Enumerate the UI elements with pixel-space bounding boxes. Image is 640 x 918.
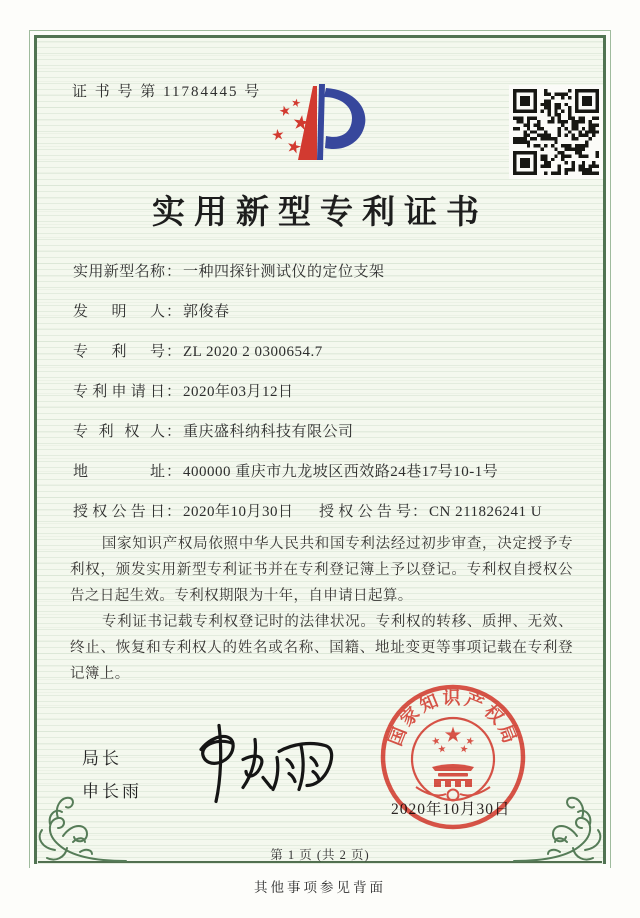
document-title: 实用新型专利证书 bbox=[152, 195, 488, 231]
director-signature-icon bbox=[183, 720, 343, 808]
director-block bbox=[82, 742, 142, 808]
field-label: 授权公告日 bbox=[73, 504, 165, 520]
field-row-patent-number bbox=[73, 340, 590, 380]
field-colon: ： bbox=[166, 504, 182, 520]
page-number: 第 1 页 (共 2 页) bbox=[270, 848, 370, 862]
field-label: 授权公告号 bbox=[319, 504, 411, 520]
field-label: 发 明 人 bbox=[73, 304, 165, 320]
field-label: 实用新型名称 bbox=[73, 264, 165, 280]
field-label: 专利申请日 bbox=[73, 384, 165, 400]
field-value: 一种四探针测试仪的定位支架 bbox=[183, 264, 385, 280]
field-row-address bbox=[73, 460, 590, 500]
director-name: 申长雨 bbox=[82, 782, 142, 801]
field-value: 400000 重庆市九龙坡区西效路24巷17号10-1号 bbox=[183, 464, 499, 480]
field-row-application-date bbox=[73, 380, 590, 420]
back-side-note: 其他事项参见背面 bbox=[254, 880, 386, 895]
field-row-utility-model-name bbox=[73, 260, 590, 300]
seal-text: 国家知识产权局 bbox=[385, 687, 521, 749]
cnipa-round-seal-icon bbox=[368, 675, 538, 845]
certificate-fields bbox=[73, 260, 590, 540]
director-title: 局长 bbox=[82, 749, 122, 768]
field-row-patentee bbox=[73, 420, 590, 460]
field-value: 2020年10月30日 bbox=[183, 504, 294, 520]
field-colon: ： bbox=[166, 304, 182, 320]
seal-date: 2020年10月30日 bbox=[391, 801, 511, 818]
qr-code bbox=[509, 85, 603, 179]
legal-paragraph-1: 国家知识产权局依照中华人民共和国专利法经过初步审查，决定授予专利权，颁发实用新型专利证书并在专利登记簿上予以登记。专利权自授权公告之日起生效。专利权期限为十年，自申请日起算。 bbox=[70, 536, 573, 604]
field-colon: ： bbox=[166, 464, 182, 480]
field-value: 2020年03月12日 bbox=[183, 384, 294, 400]
cnipa-logo-icon bbox=[252, 80, 384, 182]
field-label: 专 利 权 人 bbox=[73, 424, 165, 440]
legal-text bbox=[70, 531, 573, 687]
field-label: 地 址 bbox=[73, 464, 165, 480]
field-value: 重庆盛科纳科技有限公司 bbox=[183, 424, 354, 440]
certificate-number: 证 书 号 第 11784445 号 bbox=[72, 84, 262, 100]
field-row-inventor bbox=[73, 300, 590, 340]
field-colon: ： bbox=[166, 384, 182, 400]
field-colon: ： bbox=[166, 344, 182, 360]
field-colon: ： bbox=[412, 504, 428, 520]
legal-paragraph-2: 专利证书记载专利权登记时的法律状况。专利权的转移、质押、无效、终止、恢复和专利权人的姓名或名称、国籍、地址变更等事项记载在专利登记簿上。 bbox=[70, 614, 573, 682]
field-value: 郭俊春 bbox=[183, 304, 230, 320]
field-grant-number bbox=[319, 500, 542, 521]
field-value: CN 211826241 U bbox=[429, 504, 543, 520]
field-colon: ： bbox=[166, 264, 182, 280]
field-colon: ： bbox=[166, 424, 182, 440]
field-value: ZL 2020 2 0300654.7 bbox=[183, 344, 323, 360]
field-label: 专 利 号 bbox=[73, 344, 165, 360]
